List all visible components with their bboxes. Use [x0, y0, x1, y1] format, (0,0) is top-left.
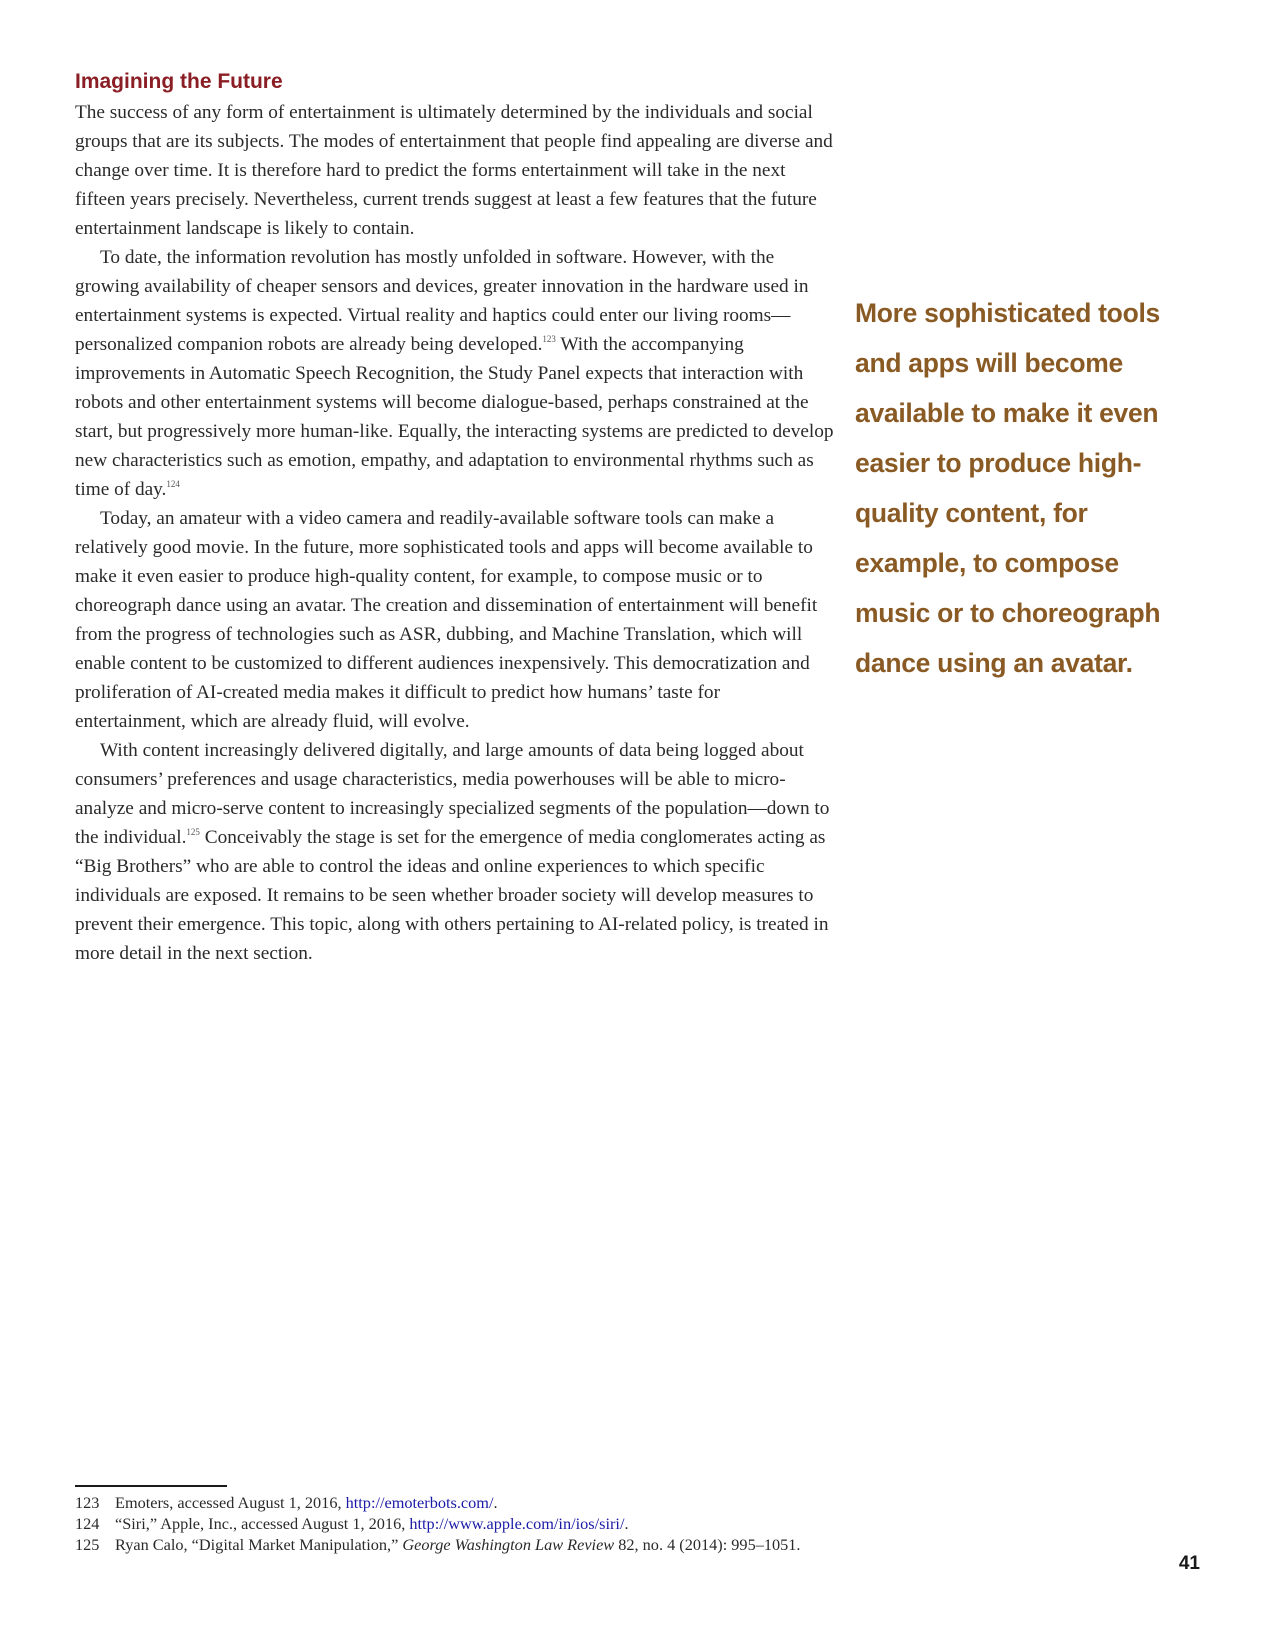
paragraph-1 — [75, 98, 835, 243]
pull-quote: More sophisticated tools and apps will become available to make it even easier to produce high-quality content, for example, to compose music or to choreograph dance using an avatar. — [855, 298, 1161, 678]
footnote-ref-123[interactable]: 123 — [542, 334, 556, 344]
paragraph-4-text-a: With content increasingly delivered digitally, and large amounts of data being logged about consumers’ preferences and usage characteristics, media powerhouses will be able to micro-analyze and micro-serve content to increasingly specialized segments of the population—down to the individual. — [75, 740, 830, 848]
footnote-number: 124 — [75, 1514, 100, 1533]
paragraph-2 — [75, 243, 835, 504]
footnote-124 — [75, 1513, 835, 1534]
footnote-link[interactable]: http://emoterbots.com/ — [345, 1493, 494, 1512]
footnote-trailing: 82, no. 4 (2014): 995–1051. — [614, 1535, 801, 1554]
paragraph-3-text: Today, an amateur with a video camera and readily-available software tools can make a relatively good movie. In the future, more sophisticated tools and apps will become available to make it even easier to produce high-quality content, for example, to compose music or to choreograph dance using an avatar. The creation and dissemination of entertainment will benefit from the progress of technologies such as ASR, dubbing, and Machine Translation, which will enable content to be customized to different audiences inexpensively. This democratization and proliferation of AI-created media makes it difficult to predict how humans’ taste for entertainment, which are already fluid, will evolve. — [75, 508, 818, 732]
footnote-text: “Siri,” Apple, Inc., accessed August 1, 2016, — [115, 1514, 410, 1533]
footnote-ref-124[interactable]: 124 — [166, 479, 180, 489]
footnote-journal: George Washington Law Review — [402, 1535, 615, 1554]
footnote-text: Emoters, accessed August 1, 2016, — [115, 1493, 346, 1512]
footnote-trailing: . — [624, 1514, 629, 1533]
footnote-text: Ryan Calo, “Digital Market Manipulation,” — [115, 1535, 403, 1554]
footnote-ref-125[interactable]: 125 — [186, 827, 200, 837]
paragraph-4-text-b: Conceivably the stage is set for the emergence of media conglomerates acting as “Big Brothers” who are able to control the ideas and online experiences to which specific individuals are exposed. It remains to be seen whether broader society will develop measures to prevent their emergence. This topic, along with others pertaining to AI-related policy, is treated in more detail in the next section. — [75, 827, 829, 964]
footnote-trailing: . — [493, 1493, 498, 1512]
footnote-link[interactable]: http://www.apple.com/in/ios/siri/ — [409, 1514, 625, 1533]
main-column — [75, 68, 835, 968]
footnotes — [75, 1492, 835, 1555]
footnote-divider — [75, 1485, 227, 1487]
footnote-123 — [75, 1492, 835, 1513]
paragraph-2-text-b: With the accompanying improvements in Automatic Speech Recognition, the Study Panel expects that interaction with robots and other entertainment systems will become dialogue-based, perhaps constrained at the start, but progressively more human-like. Equally, the interacting systems are predicted to develop new characteristics such as emotion, empathy, and adaptation to environmental rhythms such as time of day. — [75, 334, 834, 500]
section-heading: Imagining the Future — [75, 70, 283, 93]
page-number: 41 — [1178, 1553, 1200, 1574]
footnote-number: 123 — [75, 1493, 100, 1512]
footnote-number: 125 — [75, 1535, 100, 1554]
paragraph-2-text-a: To date, the information revolution has mostly unfolded in software. However, with the growing availability of cheaper sensors and devices, greater innovation in the hardware used in entertainment systems is expected. Virtual reality and haptics could enter our living rooms—personalized companion robots are already being developed. — [75, 247, 809, 355]
paragraph-1-text: The success of any form of entertainment is ultimately determined by the individuals and social groups that are its subjects. The modes of entertainment that people find appealing are diverse and change over time. It is therefore hard to predict the forms entertainment will take in the next fifteen years precisely. Nevertheless, current trends suggest at least a few features that the future entertainment landscape is likely to contain. — [75, 102, 833, 239]
footnote-125 — [75, 1534, 835, 1555]
paragraph-3 — [75, 504, 835, 736]
paragraph-4 — [75, 736, 835, 968]
